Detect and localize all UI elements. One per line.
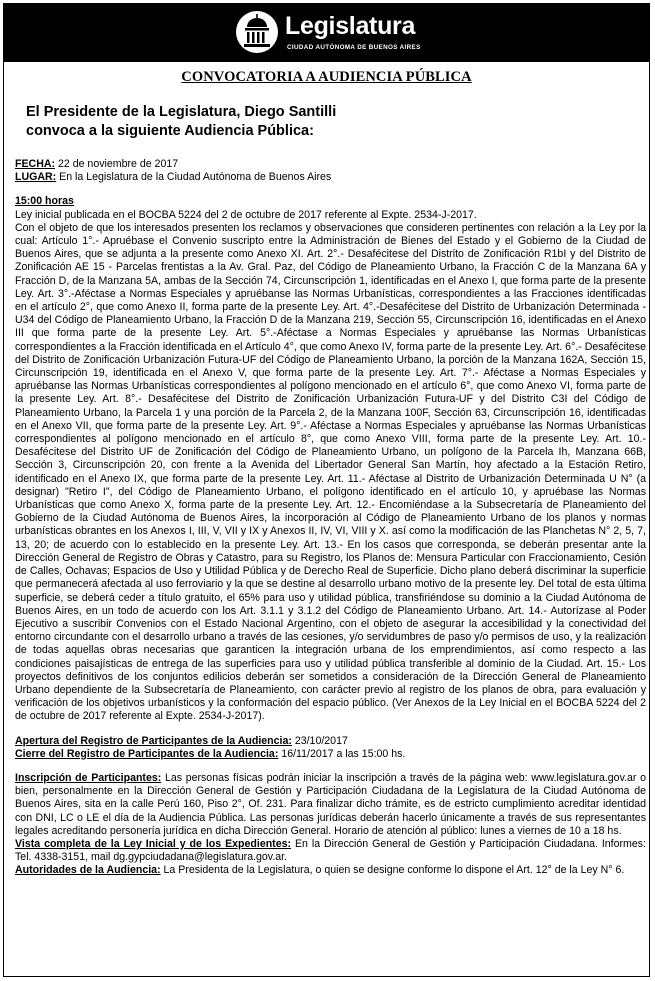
lugar-label: LUGAR: xyxy=(15,171,57,184)
header-bar xyxy=(4,4,649,62)
intro-line-2: convoca a la siguiente Audiencia Pública: xyxy=(26,123,314,139)
inscripcion-value: Las personas físicas podrán iniciar la inscripción a través de la página web: www.legislatura.gov.ar o bien, personalmente en la Dirección General de Gestión y Participación Ciudadana de la Legislatura de la Ciudad Autónoma de Buenos Aires, sita en la calle Perú 160, Piso 2°, Of. 231. Para finalizar dicho trámite, es de estricto cumplimiento acreditar identidad con DNI, LC o LE el día de la Audiencia Pública. Las personas jurídicas deberán hacerlo únicamente a través de sus representantes legales acreditando personería jurídica en dicha Dirección General. Horario de atención al público: lunes a viernes de 10 a 18 hs. xyxy=(15,771,646,837)
inscripcion-paragraph xyxy=(15,772,646,838)
fecha-label: FECHA: xyxy=(15,158,56,170)
inscripcion-label: Inscripción de Participantes: xyxy=(15,771,162,784)
fecha-line xyxy=(15,158,646,171)
cierre-line xyxy=(15,748,646,761)
apertura-label: Apertura del Registro de Participantes de la Audiencia: xyxy=(15,734,292,747)
legislatura-logo xyxy=(235,10,425,56)
vista-paragraph xyxy=(15,838,646,864)
logo-name: Legislatura xyxy=(285,12,416,40)
vista-label: Vista completa de la Ley Inicial y de los Expedientes: xyxy=(15,837,292,850)
autoridades-value: La Presidenta de la Legislatura, o quien se designe conforme lo dispone el Art. 12° de la Ley N° 6. xyxy=(160,864,625,877)
logo-subtitle: CIUDAD AUTÓNOMA DE BUENOS AIRES xyxy=(287,44,421,51)
objeto-paragraph: Con el objeto de que los interesados presenten los reclamos y observaciones que consideren pertinentes con relación a la Ley por la cual: Artículo 1°.- Apruébase el Convenio suscripto entre la Administración de Bienes del Estado y el Gobierno de la Ciudad de Buenos Aires, que se adjunta a la presente como Anexo XI. Art. 2°.- Desafécitese del Distrito de Zonificación R1bI y del Distrito de Zonificación AE 15 - Parcelas frentistas a la Av. Gral. Paz, del Código de Planeamiento Urbano, la Fracción C de la Manzana 6A y Fracción D, de la Manzana 5A, ambas de la Sección 74, Circunscripción 1, identificadas en el Anexo I, que forma parte de la presente Ley. Art. 3°.-Aféctase a Normas Especiales y apruébanse las Normas Urbanísticas, correspondientes a las Fracciones identificadas en el artículo 2°, que como Anexo II, forma parte de la presente Ley. Art. 4°.-Desafécitese del Distrito de Urbanización Determinada - U34 del Código de Planeamiento Urbano, la Fracción D de la Manzana 219, Sección 55, Circunscripción 16, identificadas en el Anexo III que forma parte de la presente Ley. Art. 5°.-Aféctase a Normas Especiales y apruébanse las Normas Urbanísticas correspondientes a la Fracción identificada en el Artículo 4°, que como Anexo IV, forma parte de la presente Ley. Art. 6°.- Desafécitese del Distrito de Zonificación Urbanización Futura-UF del Código de Planeamiento Urbano, la porción de la Manzana 162A, Sección 15, Circunscripción 19, identificada en el Anexo V, que forma parte de la presente Ley. Art. 7°.- Aféctase a Normas Especiales y apruébanse las Normas Urbanísticas correspondientes al polígono mencionado en el artículo 6°, que como Anexo VI, forma parte de la presente Ley. Art. 8°.- Desafécitese del Distrito de Zonificación Urbanización Futura-UF y del Distrito C3I del Código de Planeamiento Urbano, la Parcela 1 y una porción de la Parcela 2, de la Manzana 100F, Sección 63, Circunscripción 16, identificadas en el Anexo VII, que forma parte de la presente Ley. Art. 9°.- Aféctase a Normas Especiales y apruébanse las Normas Urbanísticas correspondientes al polígono mencionado en el artículo 8°, que como Anexo VIII, forma parte de la presente Ley. Art. 10.- Desafécitese del Distrito UF de Zonificación del Código de Planeamiento Urbano, un polígono de la Parcela Ih, Manzana 66B, Sección 3, Circunscripción 20, con frente a la Avenida del Libertador General San Martín, hoy afectado a la Estación Retiro, identificado en el Anexo IX, que forma parte de la presente Ley. Art. 11.- Aféctase al Distrito de Urbanización Determinada U N° (a designar) "Retiro I", del Código de Planeamiento Urbano, el polígono identificado en el artículo 10, y apruébase las Normas Urbanísticas que como Anexo X, forma parte de la presente Ley. Art. 12.- Encomiéndase a la Subsecretaría de Planeamiento del Gobierno de la Ciudad Autónoma de Buenos Aires, la incorporación al Código de Planeamiento Urbano de los planos y normas urbanísticas obrantes en los Anexos I, III, V, VII y IX y Anexos II, IV, VI, VIII y X. así como la modificación de las Planchetas N° 2, 5, 7, 13, 20; de acuerdo con lo establecido en la presente Ley. Art. 13.- En los casos que corresponda, se deberán presentar ante la Dirección General de Registro de Obras y Catastro, para su Registro, los Planos de: Mensura Particular con Fraccionamiento, Cesión de Calles, Ochavas; Espacios de Uso y Utilidad Pública y de Derecho Real de Superficie. Dicho plano deberá discriminar la superficie que permanecerá afectada al uso ferroviario y la que se destine al desarrollo urbano motivo de la presente ley. Del total de esta última superficie, se deberá ceder a título gratuito, el 65% para uso y utilidad pública, transfiriéndose su dominio a la Ciudad Autónoma de Buenos Aires, en un todo de acuerdo con los Art. 3.1.1 y 3.1.2 del Código de Planeamiento Urbano. Art. 14.- Autorízase al Poder Ejecutivo a suscribir Convenios con el Estado Nacional Argentino, con el objeto de asegurar la accesibilidad y la conectividad del entorno circundante con el desarrollo urbano a través de las cesiones, y/o servidumbres de paso y/o permisos de uso, y la realización de todas aquellas obras necesarias que garanticen la integración urbana de los emprendimientos, así como respecto a las condiciones paisajísticas de entrega de las superficies para uso y utilidad pública transferible al dominio de la Ciudad. Art. 15.- Los proyectos definitivos de los conjuntos edilicios deberán ser sometidos a consideración de la Dirección General de Planeamiento Urbano dependiente de la Subsecretaría de Planeamiento, con carácter previo al registro de los planos de obra, para evaluación y verificación de los objetivos urbanísticos y la conformación del espacio público. (Ver Anexos de la Ley Inicial en el BOCBA 5224 del 2 de octubre de 2017 referente al Expte. 2534-J-2017). xyxy=(15,221,646,723)
intro xyxy=(26,103,336,141)
hora-label: 15:00 horas xyxy=(15,195,74,208)
cierre-value: 16/11/2017 a las 15:00 hs. xyxy=(278,747,406,760)
cierre-label: Cierre del Registro de Participantes de la Audiencia: xyxy=(15,747,279,760)
legislature-building-icon xyxy=(235,10,279,54)
apertura-value: 23/10/2017 xyxy=(291,734,348,747)
autoridades-label: Autoridades de la Audiencia: xyxy=(15,864,161,877)
intro-line-1: El Presidente de la Legislatura, Diego Santilli xyxy=(26,104,337,120)
ley-inicial: Ley inicial publicada en el BOCBA 5224 del 2 de octubre de 2017 referente al Expte. 2534-J-2017. xyxy=(15,208,477,221)
apertura-line xyxy=(15,735,646,748)
lugar-value: En la Legislatura de la Ciudad Autónoma de Buenos Aires xyxy=(56,171,332,184)
notice-frame xyxy=(3,3,650,977)
autoridades-paragraph xyxy=(15,864,646,877)
page-title: CONVOCATORIA A AUDIENCIA PÚBLICA xyxy=(181,69,472,85)
lugar-line xyxy=(15,171,646,184)
fecha-value: 22 de noviembre de 2017 xyxy=(55,158,179,170)
vista-value: En la Dirección General de Gestión y Participación Ciudadana. Informes: Tel. 4338-3151, mail dg.gypciudadana@legislatura.gov.ar. xyxy=(15,837,647,864)
notice-body xyxy=(15,158,646,878)
